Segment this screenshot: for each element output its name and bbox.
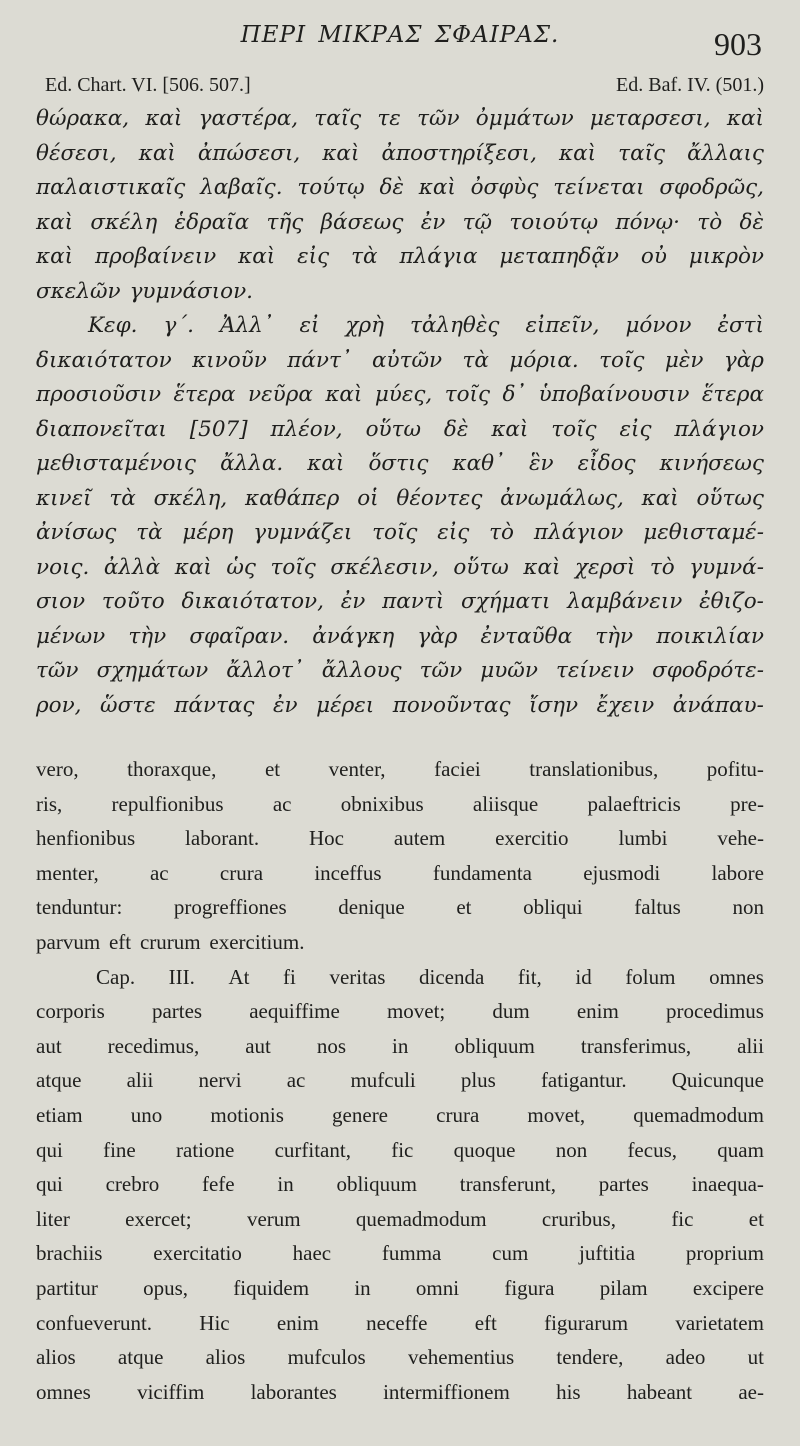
latin-text-line: liter exercet; verum quemadmodum cruribus, fic et <box>36 1206 764 1231</box>
greek-text-line: καὶ προβαίνειν καὶ εἰς τὰ πλάγια μεταπηδᾷν οὐ μικρὸν <box>36 244 764 269</box>
greek-text-line: προσιοῦσιν ἕτερα νεῦρα καὶ μύες, τοῖς δ᾽ ὑποβαίνουσιν ἕτερα <box>36 382 764 407</box>
greek-text-line: δικαιότατον κινοῦν πάντ᾽ αὐτῶν τὰ μόρια. τοῖς μὲν γὰρ <box>36 347 764 373</box>
latin-text-line: confueverunt. Hic enim neceffe eft figurarum varietatem <box>36 1310 764 1335</box>
greek-text-line: ἀνίσως τὰ μέρη γυμνάζει τοῖς εἰς τὸ πλάγιον μεθισταμέ- <box>36 520 764 545</box>
latin-text-block <box>36 757 764 1414</box>
greek-text-line: παλαιστικαῖς λαβαῖς. τούτῳ δὲ καὶ ὀσφὺς τείνεται σφοδρῶς, <box>36 175 764 200</box>
greek-text-line: κινεῖ τὰ σκέλη, καθάπερ οἱ θέοντες ἀνωμάλως, καὶ οὕτως <box>36 485 764 511</box>
greek-text-line: ρον, ὥστε πάντας ἐν μέρει πονοῦντας ἴσην ἔχειν ἀνάπαυ- <box>36 692 764 718</box>
greek-text-block <box>36 106 764 727</box>
greek-text-line: Κεφ. γ΄. Ἀλλ᾽ εἰ χρὴ τἀληθὲς εἰπεῖν, μόνον ἐστὶ <box>88 313 764 338</box>
greek-text-line: διαπονεῖται [507] πλέον, οὕτω δὲ καὶ τοῖς εἰς πλάγιον <box>36 416 764 442</box>
latin-text-line: aut recedimus, aut nos in obliquum transferimus, alii <box>36 1033 764 1058</box>
greek-text-line: σιον τοῦτο δικαιότατον, ἐν παντὶ σχήματι λαμβάνειν ἐθιζο- <box>36 589 764 614</box>
latin-text-line: atque alii nervi ac mufculi plus fatigantur. Quicunque <box>36 1068 764 1093</box>
greek-text-line: θώρακα, καὶ γαστέρα, ταῖς τε τῶν ὀμμάτων μεταρσεσι, καὶ <box>36 106 764 131</box>
greek-text-line: θέσεσι, καὶ ἀπώσεσι, καὶ ἀποστηρίξεσι, καὶ ταῖς ἄλλαις <box>36 140 764 166</box>
latin-text-line: corporis partes aequiffime movet; dum enim procedimus <box>36 999 764 1024</box>
latin-text-line: alios atque alios mufculos vehementius tendere, adeo ut <box>36 1345 764 1370</box>
edition-reference-chart: Ed. Chart. VI. [506. 507.] <box>45 74 251 96</box>
greek-text-line: μεθισταμένοις ἄλλα. καὶ ὅστις καθ᾽ ἓν εἶδος κινήσεως <box>36 451 764 476</box>
latin-text-line: parvum eft crurum exercitium. <box>36 929 305 954</box>
latin-text-line: menter, ac crura inceffus fundamenta ejusmodi labore <box>36 860 764 885</box>
latin-text-line: henfionibus laborant. Hoc autem exercitio lumbi vehe- <box>36 826 764 851</box>
greek-text-line: τῶν σχημάτων ἄλλοτ᾽ ἄλλους τῶν μυῶν τείνειν σφοδρότε- <box>36 658 764 683</box>
edition-reference-basel: Ed. Baf. IV. (501.) <box>616 74 764 96</box>
latin-text-line: etiam uno motionis genere crura movet, quemadmodum <box>36 1102 764 1127</box>
latin-text-line: qui crebro fefe in obliquum transferunt, partes inaequa- <box>36 1172 764 1197</box>
latin-text-line: partitur opus, fiquidem in omni figura pilam excipere <box>36 1275 764 1300</box>
greek-text-line: μένων τὴν σφαῖραν. ἀνάγκη γὰρ ἐνταῦθα τὴν ποικιλίαν <box>36 623 764 649</box>
greek-text-line: καὶ σκέλη ἑδραῖα τῆς βάσεως ἐν τῷ τοιούτῳ πόνῳ· τὸ δὲ <box>36 209 764 235</box>
running-title: ΠΕΡΙ ΜΙΚΡΑΣ ΣΦΑΙΡΑΣ. <box>240 22 560 48</box>
latin-text-line: vero, thoraxque, et venter, faciei translationibus, pofitu- <box>36 757 764 781</box>
greek-text-line: νοις. ἀλλὰ καὶ ὡς τοῖς σκέλεσιν, οὕτω καὶ χερσὶ τὸ γυμνά- <box>36 554 764 580</box>
latin-text-line: brachiis exercitatio haec fumma cum juftitia proprium <box>36 1241 764 1266</box>
latin-text-line: Cap. III. At fi veritas dicenda fit, id folum omnes <box>96 964 764 989</box>
latin-text-line: tenduntur: progreffiones denique et obliqui faltus non <box>36 895 764 920</box>
latin-text-line: omnes viciffim laborantes intermiffionem his habeant ae- <box>36 1379 764 1404</box>
latin-text-line: qui fine ratione curfitant, fic quoque non fecus, quam <box>36 1137 764 1162</box>
latin-text-line: ris, repulfionibus ac obnixibus aliisque palaeftricis pre- <box>36 791 764 816</box>
greek-text-line: σκελῶν γυμνάσιον. <box>36 278 253 304</box>
page-number: 903 <box>714 26 762 62</box>
